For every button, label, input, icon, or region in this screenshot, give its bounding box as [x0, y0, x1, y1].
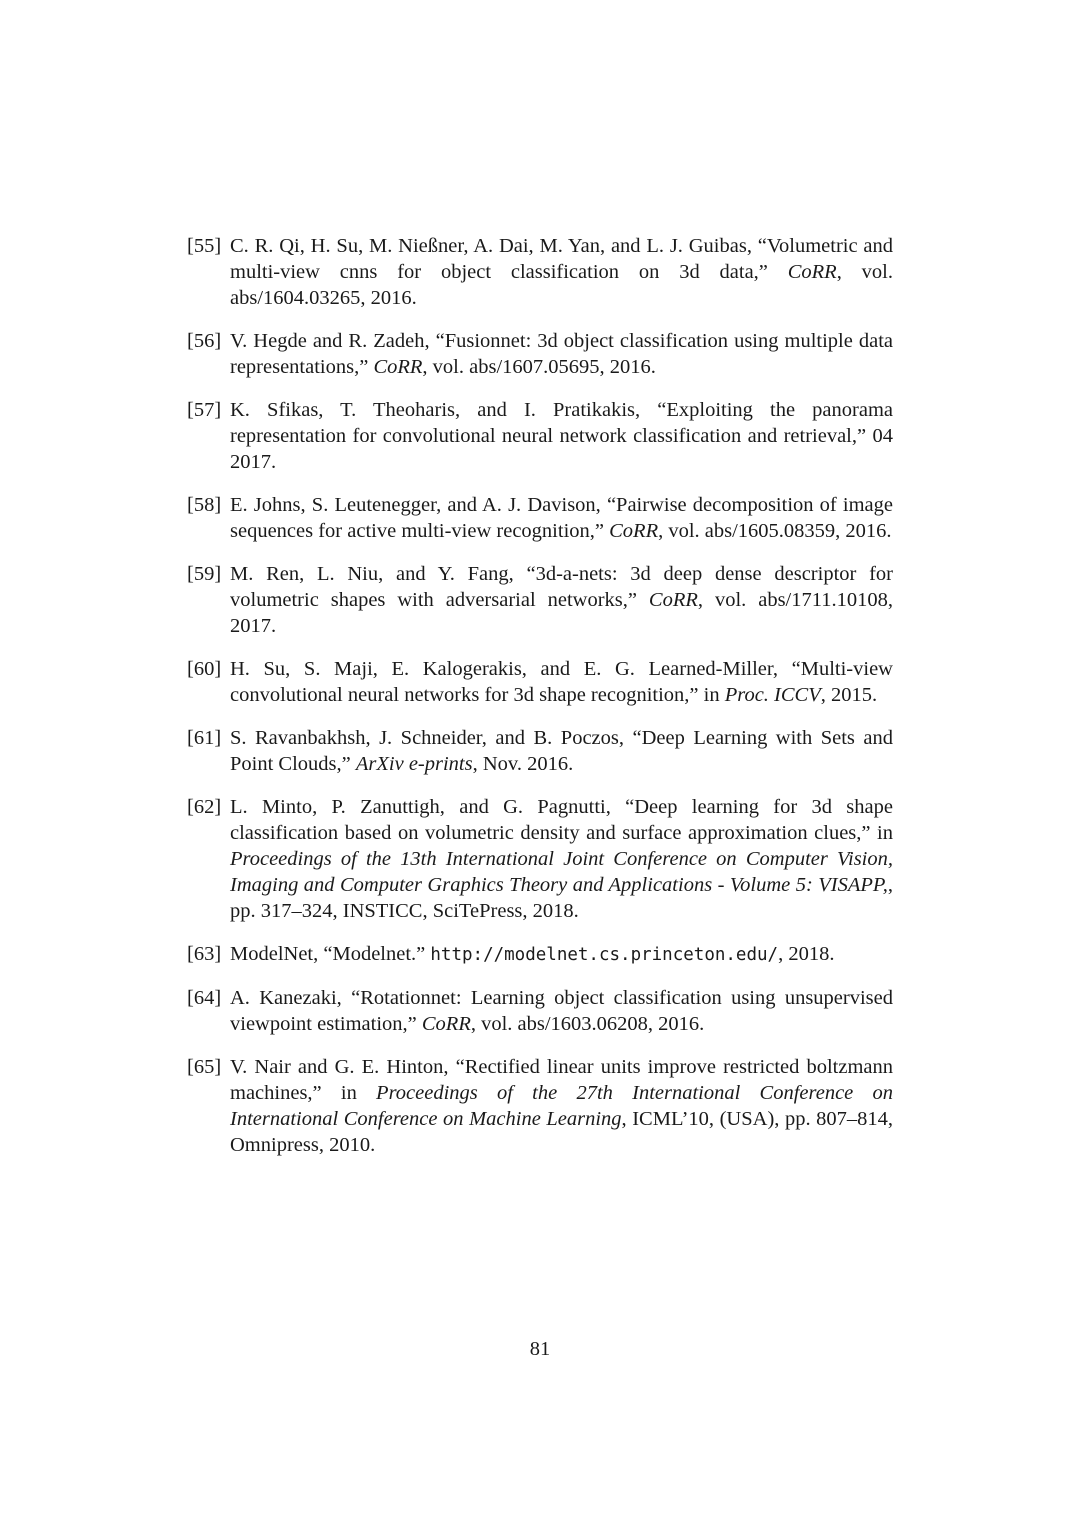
reference-text — [230, 330, 893, 378]
reference-italic-segment: Proceedings of the 27th International Conference on International Conference on Machine Learning — [230, 1082, 893, 1130]
reference-entry — [187, 794, 893, 924]
reference-italic-segment: CoRR — [787, 261, 837, 283]
reference-text-segment: V. Nair and G. E. Hinton, “Rectified linear units improve restricted boltzmann machines,” in — [230, 1056, 893, 1104]
reference-entry — [187, 941, 893, 968]
reference-label: [55] — [187, 235, 222, 257]
reference-text — [230, 987, 893, 1035]
reference-text-segment: , 2015. — [820, 684, 878, 706]
reference-text-segment: M. Ren, L. Niu, and Y. Fang, “3d-a-nets: 3d deep dense descriptor for volumetric shapes with adversarial networks,” — [230, 563, 893, 611]
reference-text — [230, 658, 893, 706]
reference-text-segment: , Nov. 2016. — [472, 753, 574, 775]
reference-italic-segment: CoRR — [648, 589, 698, 611]
reference-text-segment: , vol. abs/1604.03265, 2016. — [230, 261, 893, 309]
reference-url-segment[interactable]: http://modelnet.cs.princeton.edu/ — [430, 945, 779, 965]
reference-text-segment: , vol. abs/1711.10108, 2017. — [230, 589, 893, 637]
reference-label: [56] — [187, 330, 222, 352]
reference-label: [65] — [187, 1056, 222, 1078]
reference-text-segment: L. Minto, P. Zanuttigh, and G. Pagnutti, “Deep learning for 3d shape classification based on volumetric density and surface approximation clues,” in — [230, 796, 893, 844]
reference-text — [230, 494, 893, 542]
reference-list — [187, 233, 893, 1175]
reference-text — [230, 1056, 893, 1156]
reference-label: [58] — [187, 494, 222, 516]
reference-text-segment: H. Su, S. Maji, E. Kalogerakis, and E. G. Learned-Miller, “Multi-view convolutional neural networks for 3d shape recognition,” in — [230, 658, 893, 706]
reference-entry — [187, 233, 893, 311]
reference-entry — [187, 656, 893, 708]
reference-text — [230, 563, 893, 637]
reference-text-segment: K. Sfikas, T. Theoharis, and I. Pratikakis, “Exploiting the panorama representation for convolutional neural network classification and retrieval,” 04 2017. — [230, 399, 893, 473]
reference-text-segment: C. R. Qi, H. Su, M. Nießner, A. Dai, M. Yan, and L. J. Guibas, “Volumetric and multi-view cnns for object classification on 3d data,” — [230, 235, 893, 283]
reference-entry — [187, 328, 893, 380]
reference-label: [57] — [187, 399, 222, 421]
reference-text-segment: S. Ravanbakhsh, J. Schneider, and B. Poczos, “Deep Learning with Sets and Point Clouds,” — [230, 727, 893, 775]
reference-entry — [187, 985, 893, 1037]
reference-text-segment: , ICML’10, (USA), pp. 807–814, Omnipress, 2010. — [230, 1108, 894, 1156]
reference-italic-segment: Proc. ICCV — [724, 684, 821, 706]
reference-label: [62] — [187, 796, 222, 818]
reference-text-segment: ModelNet, “Modelnet.” — [230, 943, 431, 965]
reference-text-segment: V. Hegde and R. Zadeh, “Fusionnet: 3d object classification using multiple data representations,” — [230, 330, 893, 378]
reference-italic-segment: CoRR — [373, 356, 423, 378]
reference-label: [61] — [187, 727, 222, 749]
reference-text — [230, 943, 834, 965]
reference-label: [60] — [187, 658, 222, 680]
reference-entry — [187, 561, 893, 639]
reference-text — [230, 727, 893, 775]
reference-entry — [187, 492, 893, 544]
reference-entry — [187, 1054, 893, 1158]
reference-text-segment: , vol. abs/1605.08359, 2016. — [658, 520, 892, 542]
reference-text — [230, 235, 893, 309]
reference-entry — [187, 725, 893, 777]
reference-text-segment: E. Johns, S. Leutenegger, and A. J. Davison, “Pairwise decomposition of image sequences for active multi-view recognition,” — [230, 494, 893, 542]
reference-italic-segment: Proceedings of the 13th International Joint Conference on Computer Vision, Imaging and Computer Graphics Theory and Applications - Volume 5: VISAPP, — [230, 848, 893, 896]
reference-text-segment: , pp. 317–324, INSTICC, SciTePress, 2018. — [230, 874, 893, 922]
reference-label: [64] — [187, 987, 222, 1009]
reference-text-segment: , 2018. — [778, 943, 835, 965]
reference-text-segment: , vol. abs/1603.06208, 2016. — [470, 1013, 705, 1035]
reference-text — [230, 399, 893, 473]
reference-text-segment: , vol. abs/1607.05695, 2016. — [422, 356, 656, 378]
page-number: 81 — [529, 1338, 551, 1360]
reference-text — [230, 796, 893, 922]
reference-entry — [187, 397, 893, 475]
reference-label: [59] — [187, 563, 222, 585]
reference-italic-segment: ArXiv e-prints — [355, 753, 473, 775]
reference-label: [63] — [187, 943, 222, 965]
reference-italic-segment: CoRR — [421, 1013, 471, 1035]
reference-italic-segment: CoRR — [609, 520, 659, 542]
reference-text-segment: A. Kanezaki, “Rotationnet: Learning object classification using unsupervised viewpoint estimation,” — [230, 987, 893, 1035]
